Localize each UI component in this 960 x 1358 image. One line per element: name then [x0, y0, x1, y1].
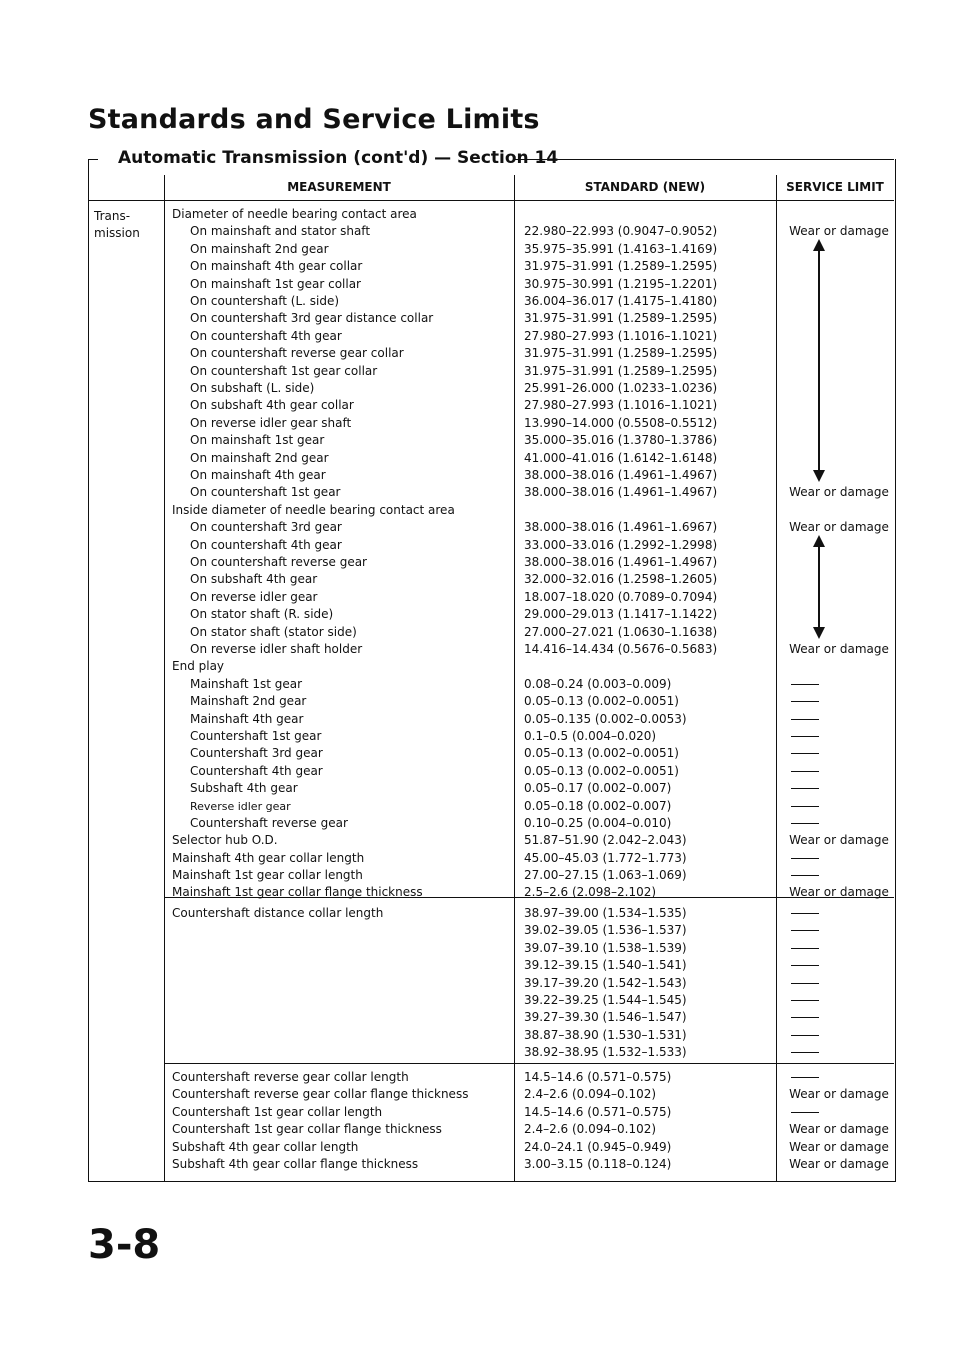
standard-value: 0.05–0.18 (0.002–0.007) — [524, 799, 672, 813]
standard-value: 45.00–45.03 (1.772–1.773) — [524, 851, 687, 865]
no-limit-dash — [791, 1035, 819, 1036]
measurement-item: Subshaft 4th gear — [190, 781, 298, 795]
standard-value: 35.000–35.016 (1.3780–1.3786) — [524, 433, 718, 447]
standard-value: 39.02–39.05 (1.536–1.537) — [524, 923, 687, 937]
no-limit-dash — [791, 684, 819, 685]
standard-value: 0.05–0.13 (0.002–0.0051) — [524, 694, 679, 708]
standard-value: 14.5–14.6 (0.571–0.575) — [524, 1105, 672, 1119]
no-limit-dash — [791, 1112, 819, 1113]
standard-value: 29.000–29.013 (1.1417–1.1422) — [524, 607, 718, 621]
standard-value: 38.000–38.016 (1.4961–1.4967) — [524, 485, 718, 499]
measurement-item: On countershaft (L. side) — [190, 294, 340, 308]
no-limit-dash — [791, 1017, 819, 1018]
row-separator — [164, 1063, 894, 1064]
measurement-item: On reverse idler gear — [190, 590, 318, 604]
standard-value: 0.05–0.13 (0.002–0.0051) — [524, 764, 679, 778]
no-limit-dash — [791, 965, 819, 966]
measurement-item: Subshaft 4th gear collar flange thickness — [172, 1157, 419, 1171]
measurement-item: On mainshaft and stator shaft — [190, 224, 371, 238]
service-limit-value: Wear or damage — [789, 224, 889, 238]
no-limit-dash — [791, 1000, 819, 1001]
measurement-item: Countershaft 4th gear — [190, 764, 323, 778]
standard-value: 31.975–31.991 (1.2589–1.2595) — [524, 364, 718, 378]
standard-value: 18.007–18.020 (0.7089–0.7094) — [524, 590, 718, 604]
no-limit-dash — [791, 753, 819, 754]
page-title: Standards and Service Limits — [88, 104, 540, 135]
measurement-item: Countershaft 3rd gear — [190, 746, 323, 760]
standard-value: 32.000–32.016 (1.2598–1.2605) — [524, 572, 718, 586]
standard-value: 31.975–31.991 (1.2589–1.2595) — [524, 346, 718, 360]
standard-value: 13.990–14.000 (0.5508–0.5512) — [524, 416, 718, 430]
measurement-item: On countershaft reverse gear collar — [190, 346, 404, 360]
section-title: Automatic Transmission (cont'd) — Section 14 — [118, 148, 559, 168]
no-limit-dash — [791, 1052, 819, 1053]
standard-value: 31.975–31.991 (1.2589–1.2595) — [524, 259, 718, 273]
standard-value: 27.00–27.15 (1.063–1.069) — [524, 868, 687, 882]
measurement-item: Selector hub O.D. — [172, 833, 278, 847]
standard-value: 39.07–39.10 (1.538–1.539) — [524, 941, 687, 955]
standard-value: 24.0–24.1 (0.945–0.949) — [524, 1140, 672, 1154]
measurement-item: On countershaft 3rd gear distance collar — [190, 311, 434, 325]
measurement-item: On stator shaft (stator side) — [190, 625, 357, 639]
range-bracket-line — [818, 250, 820, 470]
no-limit-dash — [791, 806, 819, 807]
measurement-heading: Diameter of needle bearing contact area — [172, 207, 417, 221]
header-service-limit: SERVICE LIMIT — [786, 180, 884, 194]
measurement-item: Countershaft reverse gear — [190, 816, 348, 830]
measurement-item: Mainshaft 1st gear collar flange thickness — [172, 885, 423, 899]
no-limit-dash — [791, 771, 819, 772]
header-standard: STANDARD (NEW) — [584, 180, 706, 194]
service-limit-value: Wear or damage — [789, 1087, 889, 1101]
service-limit-value: Wear or damage — [789, 485, 889, 499]
measurement-item: On mainshaft 1st gear — [190, 433, 325, 447]
measurement-item: On subshaft 4th gear collar — [190, 398, 354, 412]
standard-value: 30.975–30.991 (1.2195–1.2201) — [524, 277, 718, 291]
measurement-item: On stator shaft (R. side) — [190, 607, 334, 621]
standard-value: 39.27–39.30 (1.546–1.547) — [524, 1010, 687, 1024]
standard-value: 38.87–38.90 (1.530–1.531) — [524, 1028, 687, 1042]
standard-value: 2.5–2.6 (2.098–2.102) — [524, 885, 657, 899]
no-limit-dash — [791, 983, 819, 984]
standard-value: 35.975–35.991 (1.4163–1.4169) — [524, 242, 718, 256]
measurement-item: Countershaft 1st gear collar length — [172, 1105, 383, 1119]
measurement-item: On mainshaft 4th gear collar — [190, 259, 363, 273]
measurement-item: On reverse idler gear shaft — [190, 416, 352, 430]
measurement-item: On subshaft 4th gear — [190, 572, 318, 586]
no-limit-dash — [791, 948, 819, 949]
standard-value: 33.000–33.016 (1.2992–1.2998) — [524, 538, 718, 552]
service-limit-value: Wear or damage — [789, 885, 889, 899]
no-limit-dash — [791, 930, 819, 931]
column-divider — [514, 175, 515, 1181]
no-limit-dash — [791, 1077, 819, 1078]
standard-value: 38.000–38.016 (1.4961–1.4967) — [524, 468, 718, 482]
standard-value: 3.00–3.15 (0.118–0.124) — [524, 1157, 672, 1171]
measurement-item: Mainshaft 4th gear collar length — [172, 851, 365, 865]
range-bracket-line — [818, 546, 820, 628]
measurement-item: Countershaft reverse gear collar length — [172, 1070, 409, 1084]
standard-value: 38.97–39.00 (1.534–1.535) — [524, 906, 687, 920]
measurement-item: On reverse idler shaft holder — [190, 642, 363, 656]
service-limit-value: Wear or damage — [789, 1140, 889, 1154]
no-limit-dash — [791, 913, 819, 914]
service-limit-value: Wear or damage — [789, 1122, 889, 1136]
measurement-item: On mainshaft 2nd gear — [190, 242, 329, 256]
standard-value: 22.980–22.993 (0.9047–0.9052) — [524, 224, 718, 238]
no-limit-dash — [791, 875, 819, 876]
service-limit-value: Wear or damage — [789, 642, 889, 656]
standard-value: 0.1–0.5 (0.004–0.020) — [524, 729, 657, 743]
column-divider — [164, 175, 165, 1181]
measurement-item: On countershaft 3rd gear — [190, 520, 342, 534]
measurement-item: On countershaft 4th gear — [190, 329, 342, 343]
measurement-item: Countershaft distance collar length — [172, 906, 384, 920]
service-limit-value: Wear or damage — [789, 520, 889, 534]
standard-value: 39.22–39.25 (1.544–1.545) — [524, 993, 687, 1007]
arrow-down-icon — [813, 470, 825, 482]
measurement-item: Mainshaft 4th gear — [190, 712, 304, 726]
standard-value: 0.05–0.13 (0.002–0.0051) — [524, 746, 679, 760]
standard-value: 27.980–27.993 (1.1016–1.1021) — [524, 329, 718, 343]
measurement-item: Subshaft 4th gear collar length — [172, 1140, 359, 1154]
no-limit-dash — [791, 701, 819, 702]
measurement-item: On subshaft (L. side) — [190, 381, 315, 395]
measurement-item: On countershaft 1st gear collar — [190, 364, 378, 378]
arrow-down-icon — [813, 627, 825, 639]
standard-value: 36.004–36.017 (1.4175–1.4180) — [524, 294, 718, 308]
standard-value: 39.12–39.15 (1.540–1.541) — [524, 958, 687, 972]
no-limit-dash — [791, 788, 819, 789]
header-measurement: MEASUREMENT — [287, 180, 391, 194]
measurement-item: On countershaft reverse gear — [190, 555, 367, 569]
standard-value: 2.4–2.6 (0.094–0.102) — [524, 1122, 657, 1136]
no-limit-dash — [791, 823, 819, 824]
standard-value: 51.87–51.90 (2.042–2.043) — [524, 833, 687, 847]
standard-value: 14.416–14.434 (0.5676–0.5683) — [524, 642, 718, 656]
standard-value: 31.975–31.991 (1.2589–1.2595) — [524, 311, 718, 325]
measurement-item: Mainshaft 1st gear collar length — [172, 868, 363, 882]
page-number: 3-8 — [88, 1222, 161, 1268]
measurement-item: On mainshaft 1st gear collar — [190, 277, 361, 291]
service-limit-value: Wear or damage — [789, 833, 889, 847]
standard-value: 0.05–0.17 (0.002–0.007) — [524, 781, 672, 795]
column-divider — [776, 175, 777, 1181]
standard-value: 27.000–27.021 (1.0630–1.1638) — [524, 625, 718, 639]
standard-value: 0.08–0.24 (0.003–0.009) — [524, 677, 672, 691]
measurement-item: Countershaft 1st gear collar flange thickness — [172, 1122, 442, 1136]
header-separator — [88, 200, 894, 201]
standard-value: 39.17–39.20 (1.542–1.543) — [524, 976, 687, 990]
standard-value: 2.4–2.6 (0.094–0.102) — [524, 1087, 657, 1101]
no-limit-dash — [791, 736, 819, 737]
standard-value: 38.000–38.016 (1.4961–1.4967) — [524, 555, 718, 569]
measurement-item: Countershaft 1st gear — [190, 729, 322, 743]
measurement-item: Mainshaft 1st gear — [190, 677, 303, 691]
standard-value: 14.5–14.6 (0.571–0.575) — [524, 1070, 672, 1084]
measurement-item: Reverse idler gear — [190, 800, 291, 813]
measurement-item: On countershaft 1st gear — [190, 485, 341, 499]
service-limit-value: Wear or damage — [789, 1157, 889, 1171]
standard-value: 0.10–0.25 (0.004–0.010) — [524, 816, 672, 830]
group-label: Trans- mission — [94, 209, 140, 240]
standard-value: 38.92–38.95 (1.532–1.533) — [524, 1045, 687, 1059]
measurement-item: Mainshaft 2nd gear — [190, 694, 307, 708]
no-limit-dash — [791, 719, 819, 720]
standard-value: 0.05–0.135 (0.002–0.0053) — [524, 712, 687, 726]
no-limit-dash — [791, 858, 819, 859]
measurement-item: On mainshaft 4th gear — [190, 468, 326, 482]
standard-value: 25.991–26.000 (1.0233–1.0236) — [524, 381, 718, 395]
measurement-heading: Inside diameter of needle bearing contact area — [172, 503, 455, 517]
measurement-heading: End play — [172, 659, 225, 673]
measurement-item: Countershaft reverse gear collar flange thickness — [172, 1087, 469, 1101]
measurement-item: On countershaft 4th gear — [190, 538, 342, 552]
standard-value: 38.000–38.016 (1.4961–1.6967) — [524, 520, 718, 534]
standard-value: 41.000–41.016 (1.6142–1.6148) — [524, 451, 718, 465]
standard-value: 27.980–27.993 (1.1016–1.1021) — [524, 398, 718, 412]
measurement-item: On mainshaft 2nd gear — [190, 451, 329, 465]
